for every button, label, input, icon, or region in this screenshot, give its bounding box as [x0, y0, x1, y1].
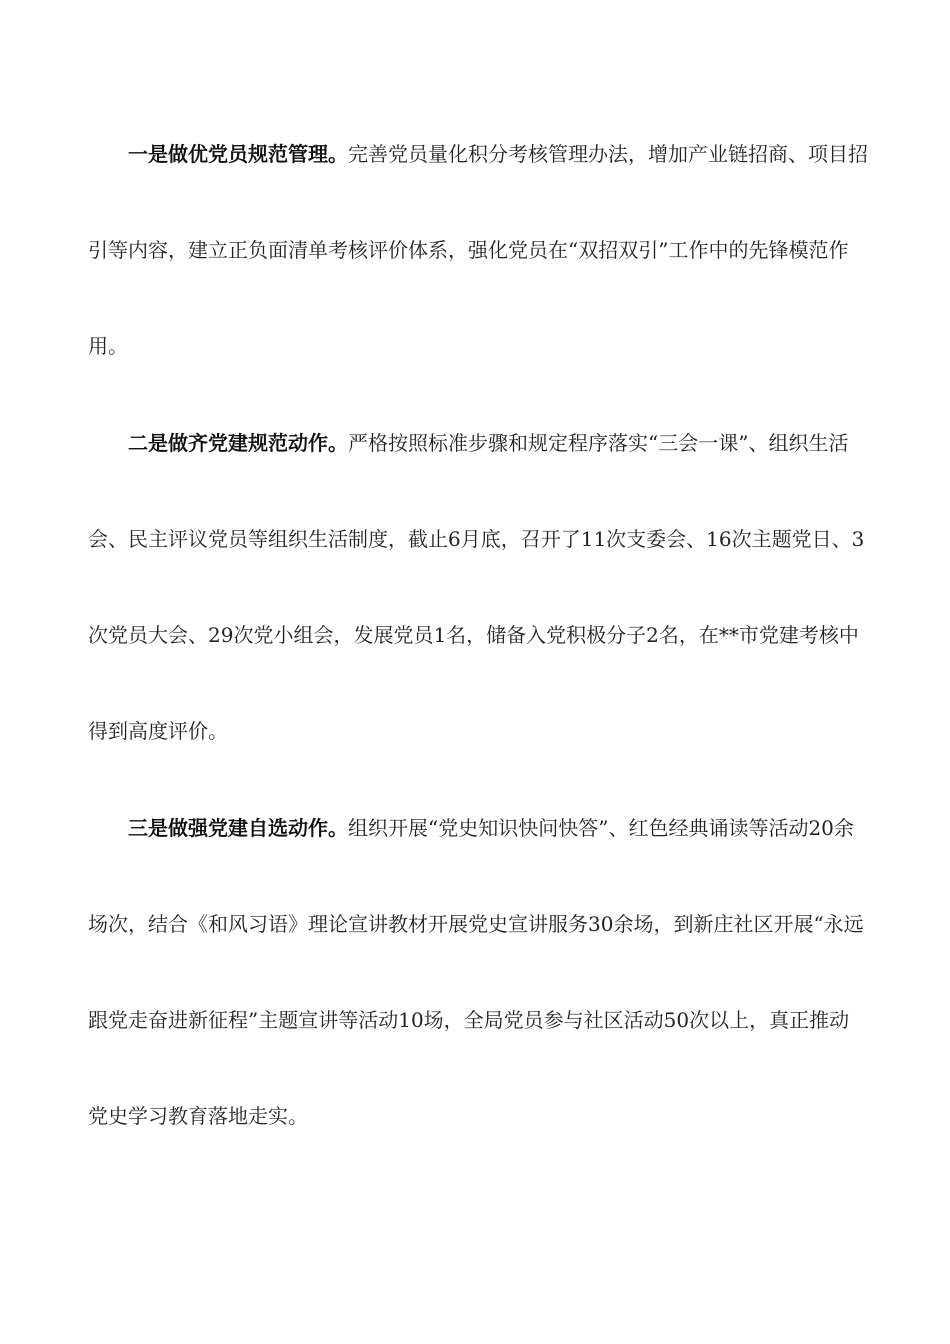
paragraph-party-member-management — [88, 106, 868, 394]
paragraph-lead: 三是做强党建自选动作。 — [128, 816, 348, 840]
paragraph-lead: 二是做齐党建规范动作。 — [128, 431, 348, 455]
paragraph-body: 组织开展“党史知识快问快答”、红色经典诵读等活动20余场次，结合《和风习语》理论宣讲教材开展党史宣讲服务30余场，到新庄社区开展“永远跟党走奋进新征程”主题宣讲等活动10场，全局党员参与社区活动50次以上，真正推动党史学习教育落地走实。 — [88, 816, 864, 1128]
paragraph-body: 严格按照标准步骤和规定程序落实“三会一课”、组织生活会、民主评议党员等组织生活制度，截止6月底，召开了11次支委会、16次主题党日、3次党员大会、29次党小组会，发展党员1名，储备入党积极分子2名，在**市党建考核中得到高度评价。 — [88, 431, 865, 743]
paragraph-body: 完善党员量化积分考核管理办法，增加产业链招商、项目招引等内容，建立正负面清单考核评价体系，强化党员在“双招双引”工作中的先锋模范作用。 — [88, 142, 868, 358]
paragraph-party-building-standard-actions — [88, 395, 868, 779]
paragraph-lead: 一是做优党员规范管理。 — [128, 142, 348, 166]
paragraph-party-building-optional-actions — [88, 780, 868, 1164]
